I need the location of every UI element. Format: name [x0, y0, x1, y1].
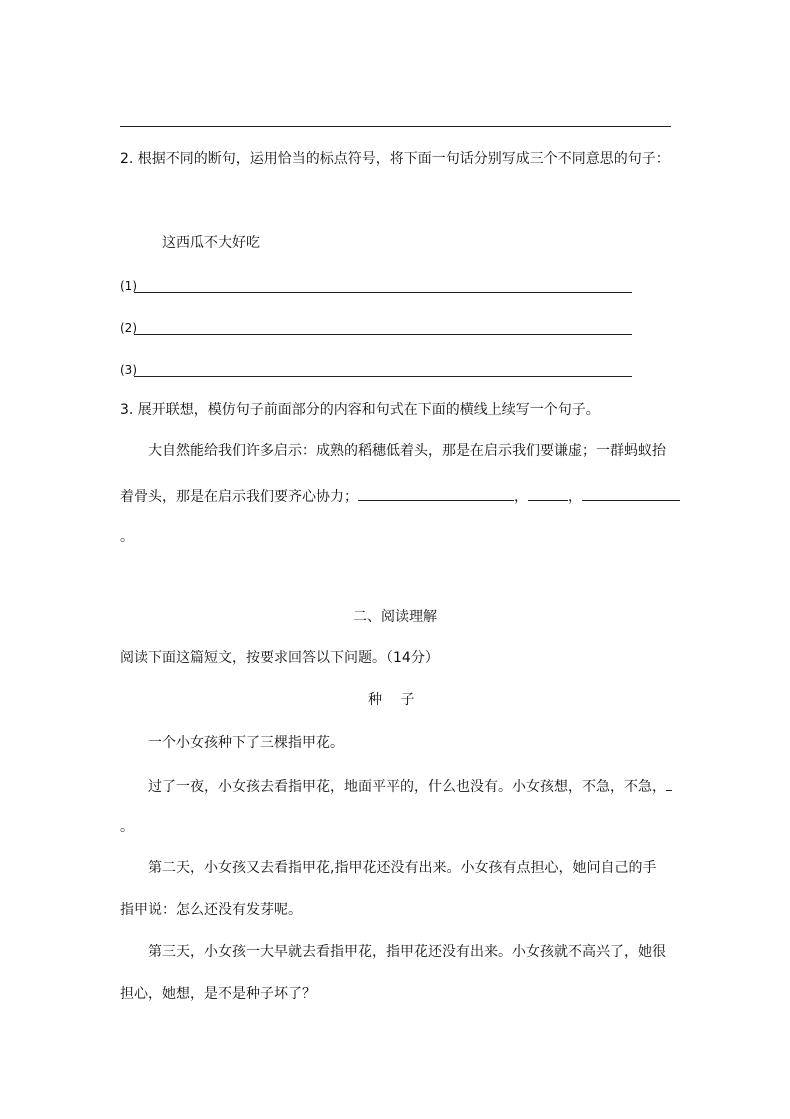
q3-answer-blank-4[interactable]: [582, 486, 680, 501]
passage-paragraph-4-line-2: 担心，她想，是不是种子坏了？: [120, 986, 316, 1002]
answer-blank[interactable]: [134, 334, 632, 335]
passage-paragraph-1: 一个小女孩种下了三棵指甲花。: [148, 735, 344, 751]
q3-separator: ，: [568, 489, 582, 505]
q3-answer-blank-1[interactable]: [358, 486, 464, 501]
q2-line-label: (3): [120, 363, 137, 377]
q3-example-line-1: 大自然能给我们许多启示：成熟的稻穗低着头，那是在启示我们要谦虚；一群蚂蚁抬: [148, 443, 666, 459]
q3-separator: ，: [514, 489, 528, 505]
section-heading: 二、阅读理解: [353, 609, 437, 625]
top-divider: [120, 126, 671, 127]
q2-sentence: 这西瓜不大好吃: [162, 235, 260, 251]
fill-blank[interactable]: [666, 776, 672, 791]
passage-paragraph-2-line-1: [148, 776, 672, 796]
q3-end-mark: 。: [120, 529, 134, 545]
reading-instruction: 阅读下面这篇短文，按要求回答以下问题。（14分）: [120, 650, 439, 666]
q2-line-label: (2): [120, 321, 137, 335]
answer-blank[interactable]: [134, 292, 632, 293]
q2-line-label: (1): [120, 279, 137, 293]
q3-example-line-2: [120, 486, 680, 506]
question-2: 2. 根据不同的断句，运用恰当的标点符号，将下面一句话分别写成三个不同意思的句子：: [120, 151, 670, 167]
passage-paragraph-3-line-2: 指甲说：怎么还没有发芽呢。: [120, 902, 302, 918]
q3-answer-blank-2[interactable]: [464, 486, 514, 501]
passage-paragraph-4-line-1: 第三天，小女孩一大早就去看指甲花，指甲花还没有出来。小女孩就不高兴了，她很: [148, 944, 666, 960]
passage-paragraph-3-line-1: 第二天，小女孩又去看指甲花,指甲花还没有出来。小女孩有点担心，她问自己的手: [148, 860, 657, 876]
passage-title: 种 子: [368, 692, 415, 708]
paragraph-text: 过了一夜，小女孩去看指甲花，地面平平的，什么也没有。小女孩想，不急，不急，: [148, 779, 666, 795]
answer-blank[interactable]: [134, 376, 632, 377]
q3-answer-blank-3[interactable]: [528, 486, 568, 501]
q3-example-text: 着骨头，那是在启示我们要齐心协力；: [120, 489, 358, 505]
passage-paragraph-2-end: 。: [120, 819, 134, 835]
question-3: 3. 展开联想，模仿句子前面部分的内容和句式在下面的横线上续写一个句子。: [120, 402, 600, 418]
